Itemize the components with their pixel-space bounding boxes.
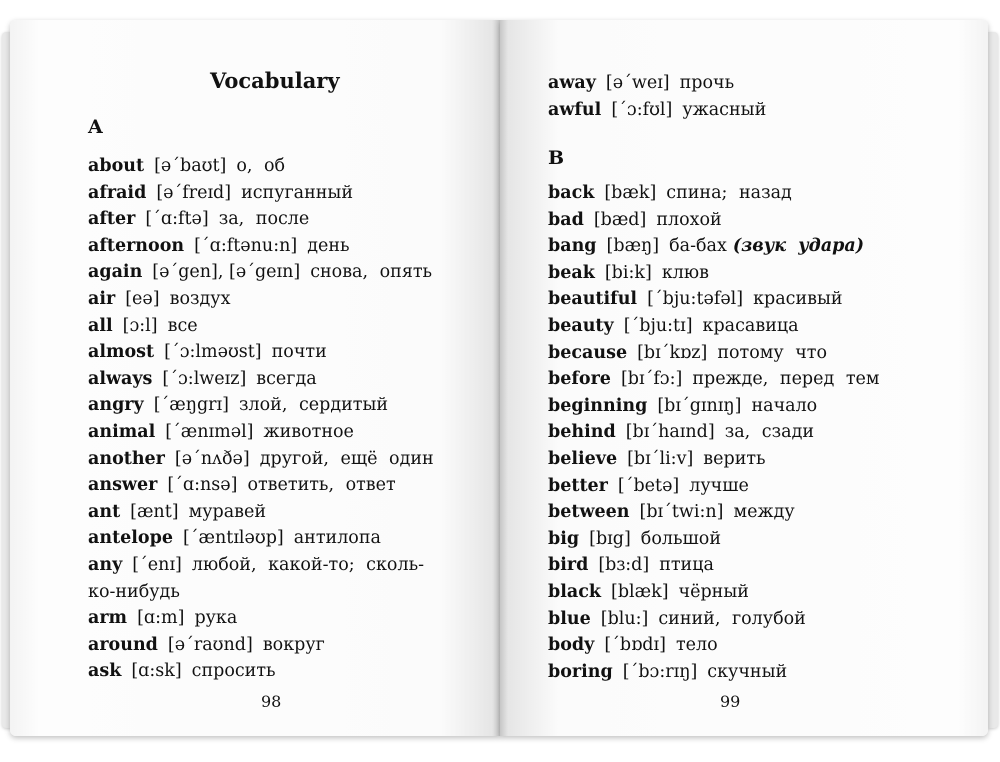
entry-translation: прежде, перед тем <box>692 369 880 390</box>
entry-transcription: [ˊenɪ] <box>132 554 182 575</box>
vocabulary-entry <box>88 259 434 286</box>
entry-transcription: [əˊraʊnd] <box>167 634 253 655</box>
section-letter-b: B <box>548 147 565 169</box>
entry-translation: рука <box>194 608 238 629</box>
entry-transcription: [ɑ:sk] <box>131 661 182 682</box>
entry-transcription: [bɪg] <box>589 528 631 549</box>
entry-translation: муравей <box>188 501 266 522</box>
entry-transcription: [ˊɔ:lweɪz] <box>162 368 247 389</box>
entry-transcription: [bi:k] <box>604 262 652 283</box>
vocabulary-entry <box>548 97 766 124</box>
vocabulary-entry <box>88 286 434 313</box>
vocabulary-entry <box>88 153 434 180</box>
entry-transcription: [əˊweɪ] <box>605 73 670 93</box>
entry-transcription: [ˊbju:təfəl] <box>647 289 744 310</box>
vocabulary-entry <box>88 446 434 473</box>
entry-word: answer <box>88 475 158 496</box>
vocabulary-entry <box>88 313 434 340</box>
vocabulary-entry <box>88 579 434 606</box>
entry-translation: между <box>733 502 795 523</box>
entry-word: almost <box>88 342 155 363</box>
entry-translation: плохой <box>656 209 722 230</box>
entry-translation: почти <box>271 342 327 363</box>
entry-translation: любой, какой-то; сколь- <box>191 554 425 575</box>
vocabulary-entry <box>548 260 879 287</box>
entry-translation: вокруг <box>262 634 325 655</box>
entry-word: ask <box>88 661 122 682</box>
entry-word: awful <box>548 99 602 120</box>
entry-translation: ответить, ответ <box>247 475 396 496</box>
vocabulary-entry <box>548 233 879 260</box>
vocabulary-list-a-continued <box>548 70 766 123</box>
section-letter-a: A <box>88 116 103 138</box>
entry-translation: спина; назад <box>666 183 792 203</box>
page-number-right: 99 <box>720 692 741 711</box>
entry-word: bird <box>548 555 589 576</box>
entry-word: air <box>88 288 116 309</box>
entry-translation: за, сзади <box>724 422 815 443</box>
book-spine-gutter <box>492 20 508 736</box>
entry-translation: синий, голубой <box>658 608 806 629</box>
entry-translation: верить <box>703 448 766 469</box>
vocabulary-entry <box>88 233 434 260</box>
entry-transcription: [bɪˊli:v] <box>627 448 694 469</box>
entry-translation: ко-нибудь <box>88 581 180 602</box>
entry-word: about <box>88 156 145 176</box>
vocabulary-entry <box>548 499 879 526</box>
entry-transcription: [əˊnʌðə] <box>174 448 250 469</box>
entry-transcription: [ˊɔ:fʊl] <box>611 99 673 120</box>
vocabulary-entry <box>548 552 879 579</box>
entry-transcription: [ˊbju:tɪ] <box>623 315 693 336</box>
vocabulary-entry <box>548 340 879 367</box>
vocabulary-entry <box>548 632 879 659</box>
entry-transcription: [ˊæntɪləʊp] <box>182 528 284 549</box>
vocabulary-entry <box>548 446 879 473</box>
entry-transcription: [ˊbɔ:rɪŋ] <box>622 661 698 682</box>
entry-translation: начало <box>751 395 818 416</box>
page-title: Vocabulary <box>210 68 340 93</box>
entry-word: beauty <box>548 315 614 336</box>
entry-translation: ужасный <box>682 99 767 120</box>
entry-transcription: [bæŋ] <box>606 236 660 257</box>
vocabulary-entry <box>548 419 879 446</box>
entry-word: big <box>548 528 580 549</box>
entry-word: any <box>88 554 123 575</box>
entry-translation: снова, опять <box>310 262 433 283</box>
entry-transcription: [əˊgen], [əˊgeɪn] <box>152 262 301 283</box>
vocabulary-list-b <box>548 180 879 685</box>
entry-translation: большой <box>640 528 721 549</box>
entry-translation: тело <box>675 635 718 656</box>
entry-transcription: [bɪˊhaɪnd] <box>625 422 715 443</box>
entry-transcription: [bɪˊgɪnɪŋ] <box>657 395 742 416</box>
entry-word: boring <box>548 661 613 682</box>
entry-translation: воздух <box>169 288 231 309</box>
entry-word: around <box>88 634 158 655</box>
entry-word: beak <box>548 262 595 283</box>
entry-transcription: [blu:] <box>600 608 649 629</box>
entry-transcription: [bɪˊfɔ:] <box>620 369 683 390</box>
entry-word: away <box>548 73 596 93</box>
vocabulary-entry <box>88 206 434 233</box>
entry-word: another <box>88 448 165 469</box>
page-number-left: 98 <box>261 692 282 711</box>
entry-transcription: [ˊænɪməl] <box>165 421 254 442</box>
entry-transcription: [eə] <box>125 288 160 309</box>
vocabulary-entry <box>88 605 434 632</box>
entry-transcription: [ˊɑ:ftənu:n] <box>194 235 298 256</box>
entry-word: all <box>88 315 113 336</box>
entry-transcription: [ˊɑ:ftə] <box>145 209 209 230</box>
entry-word: better <box>548 475 608 496</box>
entry-transcription: [bæd] <box>593 209 647 230</box>
entry-word: ant <box>88 501 121 522</box>
entry-translation: чёрный <box>678 581 749 602</box>
entry-word: antelope <box>88 528 173 549</box>
entry-translation: клюв <box>661 262 709 283</box>
vocabulary-entry <box>548 207 879 234</box>
entry-translation: другой, ещё один <box>259 448 434 469</box>
vocabulary-entry <box>548 579 879 606</box>
entry-word: behind <box>548 422 616 443</box>
vocabulary-entry <box>548 313 879 340</box>
right-page-edge <box>988 32 998 728</box>
entry-word: before <box>548 369 611 390</box>
entry-word: arm <box>88 608 128 629</box>
entry-transcription: [bɪˊkɒz] <box>637 342 708 363</box>
entry-transcription: [əˊfreɪd] <box>156 182 232 203</box>
entry-translation: прочь <box>679 73 735 93</box>
vocabulary-entry <box>88 499 434 526</box>
entry-transcription: [ɔ:l] <box>122 315 158 336</box>
entry-word: body <box>548 635 595 656</box>
entry-transcription: [əˊbaʊt] <box>154 156 227 176</box>
entry-translation: о, об <box>236 156 286 176</box>
vocabulary-entry <box>88 632 434 659</box>
entry-word: because <box>548 342 628 363</box>
entry-word: after <box>88 209 136 230</box>
vocabulary-entry <box>548 70 766 97</box>
entry-word: afternoon <box>88 235 185 256</box>
vocabulary-entry <box>88 392 434 419</box>
entry-transcription: [ˊbetə] <box>617 475 680 496</box>
entry-translation: красавица <box>702 315 799 336</box>
vocabulary-entry <box>88 525 434 552</box>
vocabulary-list-a <box>88 153 434 685</box>
entry-word: again <box>88 262 143 283</box>
vocabulary-entry <box>548 180 879 207</box>
vocabulary-entry <box>88 366 434 393</box>
entry-translation: все <box>167 315 198 336</box>
entry-transcription: [bæk] <box>604 183 657 203</box>
entry-word: black <box>548 581 602 602</box>
vocabulary-entry <box>548 286 879 313</box>
entry-word: afraid <box>88 182 147 203</box>
vocabulary-entry <box>88 419 434 446</box>
entry-translation: за, после <box>218 209 310 230</box>
entry-translation: испуганный <box>241 182 354 203</box>
vocabulary-entry <box>88 339 434 366</box>
entry-translation: антилопа <box>293 528 381 549</box>
entry-note: (звук удара) <box>732 236 865 257</box>
entry-translation: животное <box>263 421 354 442</box>
entry-translation: красивый <box>753 289 843 310</box>
entry-translation: день <box>307 235 350 256</box>
entry-word: back <box>548 183 595 203</box>
entry-word: blue <box>548 608 591 629</box>
entry-transcription: [ænt] <box>130 501 179 522</box>
entry-translation: ба-бах <box>669 236 727 257</box>
vocabulary-entry <box>88 552 434 579</box>
entry-word: between <box>548 502 630 523</box>
entry-transcription: [bɜ:d] <box>598 555 650 576</box>
entry-transcription: [ɑ:m] <box>137 608 185 629</box>
entry-translation: всегда <box>256 368 317 389</box>
entry-word: beautiful <box>548 289 638 310</box>
entry-word: always <box>88 368 153 389</box>
vocabulary-entry <box>548 526 879 553</box>
vocabulary-entry <box>88 658 434 685</box>
vocabulary-entry <box>88 472 434 499</box>
entry-transcription: [ˊɑ:nsə] <box>167 475 238 496</box>
vocabulary-entry <box>548 393 879 420</box>
entry-transcription: [bɪˊtwi:n] <box>639 502 724 523</box>
entry-word: beginning <box>548 395 648 416</box>
entry-transcription: [ˊbɒdɪ] <box>604 635 666 656</box>
entry-transcription: [ˊæŋgrɪ] <box>153 395 229 416</box>
entry-translation: птица <box>659 555 714 576</box>
vocabulary-entry <box>88 180 434 207</box>
entry-translation: лучше <box>689 475 749 496</box>
vocabulary-entry <box>548 366 879 393</box>
entry-transcription: [ˊɔ:lməʊst] <box>164 342 262 363</box>
entry-translation: скучный <box>707 661 788 682</box>
entry-word: bad <box>548 209 584 230</box>
vocabulary-entry <box>548 606 879 633</box>
entry-translation: спросить <box>191 661 276 682</box>
entry-word: bang <box>548 236 597 257</box>
entry-translation: злой, сердитый <box>238 395 389 416</box>
entry-translation: потому что <box>717 342 827 363</box>
entry-word: believe <box>548 448 618 469</box>
entry-word: animal <box>88 421 156 442</box>
vocabulary-entry <box>548 659 879 686</box>
entry-word: angry <box>88 395 144 416</box>
vocabulary-entry <box>548 473 879 500</box>
entry-transcription: [blæk] <box>611 581 669 602</box>
